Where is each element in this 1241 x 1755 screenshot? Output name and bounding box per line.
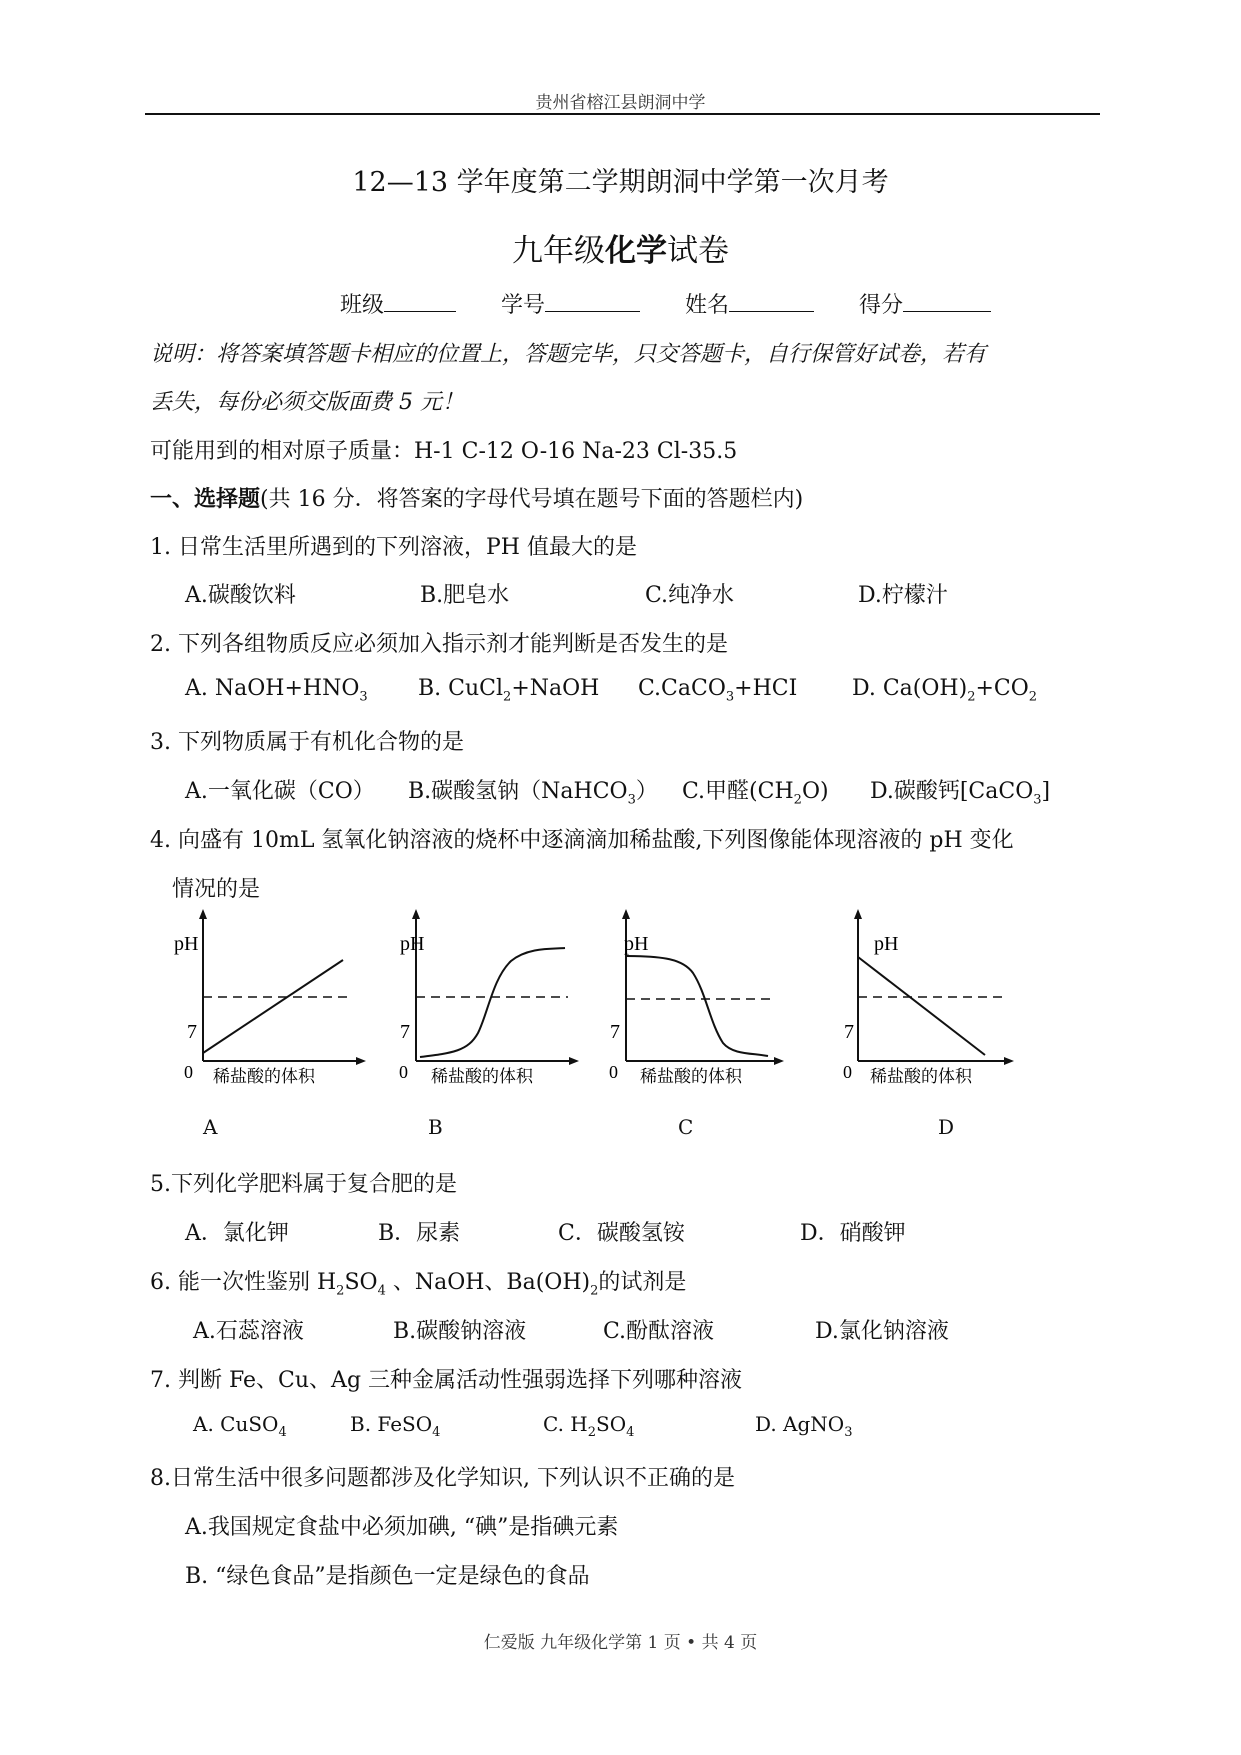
graph-b-curve bbox=[420, 948, 565, 1057]
question-7: 7. 判断 Fe、Cu、Ag 三种金属活动性强弱选择下列哪种溶液 bbox=[150, 1368, 743, 1393]
graph-d-zero: 0 bbox=[843, 1062, 852, 1082]
question-2: 2. 下列各组物质反应必须加入指示剂才能判断是否发生的是 bbox=[150, 632, 728, 657]
name-label: 姓名 bbox=[685, 293, 730, 318]
graph-c-curve bbox=[626, 956, 768, 1056]
instructions-line2: 丢失，每份必须交版面费 5 元！ bbox=[150, 390, 464, 415]
q5-option-a: A．氯化钾 bbox=[185, 1221, 289, 1246]
graph-a-seven: 7 bbox=[187, 1021, 197, 1043]
number-blank[interactable] bbox=[545, 291, 640, 312]
header-rule bbox=[145, 113, 1100, 115]
graph-b-ylabel: pH bbox=[400, 933, 425, 955]
q2-option-c: C.CaCO$_3$+HCI bbox=[638, 676, 798, 705]
q2-option-d: D. $Ca(OH)_2+CO_2$ bbox=[852, 676, 1038, 705]
q1-option-a: A.碳酸饮料 bbox=[185, 583, 296, 608]
question-8: 8.日常生活中很多问题都涉及化学知识, 下列认识不正确的是 bbox=[150, 1466, 735, 1491]
graph-a-ylabel: pH bbox=[174, 933, 199, 955]
graph-d-curve bbox=[858, 957, 985, 1055]
q6-option-a: A.石蕊溶液 bbox=[193, 1319, 304, 1344]
section-heading: 一、选择题(共 16 分．将答案的字母代号填在题号下面的答题栏内) bbox=[150, 486, 804, 512]
question-4-line2: 情况的是 bbox=[172, 877, 261, 902]
q2-option-a: A. $NaOH+HNO_3$ bbox=[185, 676, 368, 705]
graph-c bbox=[608, 903, 808, 1103]
q2-option-b: B. CuCl$_2$+NaOH bbox=[418, 676, 600, 705]
q6-option-c: C.酚酞溶液 bbox=[603, 1319, 715, 1344]
graph-label-c: C bbox=[678, 1115, 694, 1139]
graph-label-d: D bbox=[938, 1115, 955, 1139]
page-footer: 仁爱版 九年级化学第 1 页 • 共 4 页 bbox=[483, 1633, 758, 1653]
q7-option-c: C. $H_2SO_4$ bbox=[543, 1412, 635, 1440]
score-blank[interactable] bbox=[903, 291, 991, 312]
graph-a bbox=[168, 903, 368, 1103]
q6-option-b: B.碳酸钠溶液 bbox=[393, 1319, 527, 1344]
graph-d-ylabel: pH bbox=[874, 933, 899, 955]
q1-option-b: B.肥皂水 bbox=[420, 583, 510, 608]
class-blank[interactable] bbox=[384, 291, 456, 312]
graph-a-zero: 0 bbox=[184, 1062, 193, 1082]
number-label: 学号 bbox=[501, 293, 546, 318]
graph-c-zero: 0 bbox=[609, 1062, 618, 1082]
question-1: 1. 日常生活里所遇到的下列溶液，PH 值最大的是 bbox=[150, 535, 637, 560]
graph-a-curve bbox=[203, 960, 343, 1053]
graph-d bbox=[838, 903, 1038, 1103]
q7-option-d: D. AgNO$_3$ bbox=[755, 1412, 853, 1440]
graph-b-xlabel: 稀盐酸的体积 bbox=[431, 1067, 533, 1087]
graph-a-xlabel: 稀盐酸的体积 bbox=[213, 1067, 315, 1087]
graph-label-b: B bbox=[428, 1115, 443, 1139]
graph-b-zero: 0 bbox=[399, 1062, 408, 1082]
student-info bbox=[340, 288, 991, 319]
graph-b bbox=[393, 903, 593, 1103]
q1-option-c: C.纯净水 bbox=[645, 583, 735, 608]
q3-option-d: D.碳酸钙[CaCO$_3$] bbox=[870, 779, 1051, 808]
class-label: 班级 bbox=[340, 293, 385, 318]
graph-label-a: A bbox=[203, 1115, 218, 1139]
q7-option-b: B. FeSO$_4$ bbox=[350, 1412, 441, 1440]
graph-d-seven: 7 bbox=[844, 1021, 854, 1043]
page-header: 贵州省榕江县朗洞中学 bbox=[535, 93, 706, 113]
q1-option-d: D.柠檬汁 bbox=[858, 583, 948, 608]
name-blank[interactable] bbox=[729, 291, 814, 312]
instructions-line1: 说明：将答案填答题卡相应的位置上，答题完毕，只交答题卡，自行保管好试卷，若有 bbox=[150, 342, 987, 367]
graph-d-xlabel: 稀盐酸的体积 bbox=[870, 1067, 972, 1087]
q5-option-d: D．硝酸钾 bbox=[800, 1221, 906, 1246]
question-3: 3. 下列物质属于有机化合物的是 bbox=[150, 730, 464, 755]
q7-option-a: A. CuSO$_4$ bbox=[193, 1412, 287, 1440]
score-label: 得分 bbox=[859, 293, 904, 318]
q5-option-c: C．碳酸氢铵 bbox=[558, 1221, 685, 1246]
q3-option-b: B.碳酸氢钠（NaHCO$_3$） bbox=[408, 779, 658, 808]
graph-c-seven: 7 bbox=[610, 1021, 620, 1043]
graph-c-xlabel: 稀盐酸的体积 bbox=[640, 1067, 742, 1087]
q8-option-a: A.我国规定食盐中必须加碘, “碘”是指碘元素 bbox=[185, 1515, 619, 1540]
graph-c-ylabel: pH bbox=[624, 933, 649, 955]
question-4-line1: 4. 向盛有 10mL 氢氧化钠溶液的烧杯中逐滴滴加稀盐酸,下列图像能体现溶液的 pH 变化 bbox=[150, 828, 1014, 853]
q3-option-c: C.甲醛$(CH_2O)$ bbox=[682, 779, 829, 808]
exam-title: 12—13 学年度第二学期朗洞中学第一次月考 bbox=[352, 167, 889, 198]
question-5: 5.下列化学肥料属于复合肥的是 bbox=[150, 1172, 457, 1197]
question-6: 6. 能一次性鉴别 $H_2SO_4$ 、NaOH、$Ba(OH)_2$的试剂是 bbox=[150, 1270, 687, 1299]
atomic-masses: 可能用到的相对原子质量：H-1 C-12 O-16 Na-23 Cl-35.5 bbox=[150, 439, 738, 464]
q6-option-d: D.氯化钠溶液 bbox=[815, 1319, 949, 1344]
q8-option-b: B. “绿色食品”是指颜色一定是绿色的食品 bbox=[185, 1564, 590, 1589]
graph-b-seven: 7 bbox=[400, 1021, 410, 1043]
q3-option-a: A.一氧化碳（CO） bbox=[185, 779, 375, 804]
q5-option-b: B．尿素 bbox=[378, 1221, 461, 1246]
exam-subtitle: 九年级化学试卷 bbox=[512, 233, 729, 269]
